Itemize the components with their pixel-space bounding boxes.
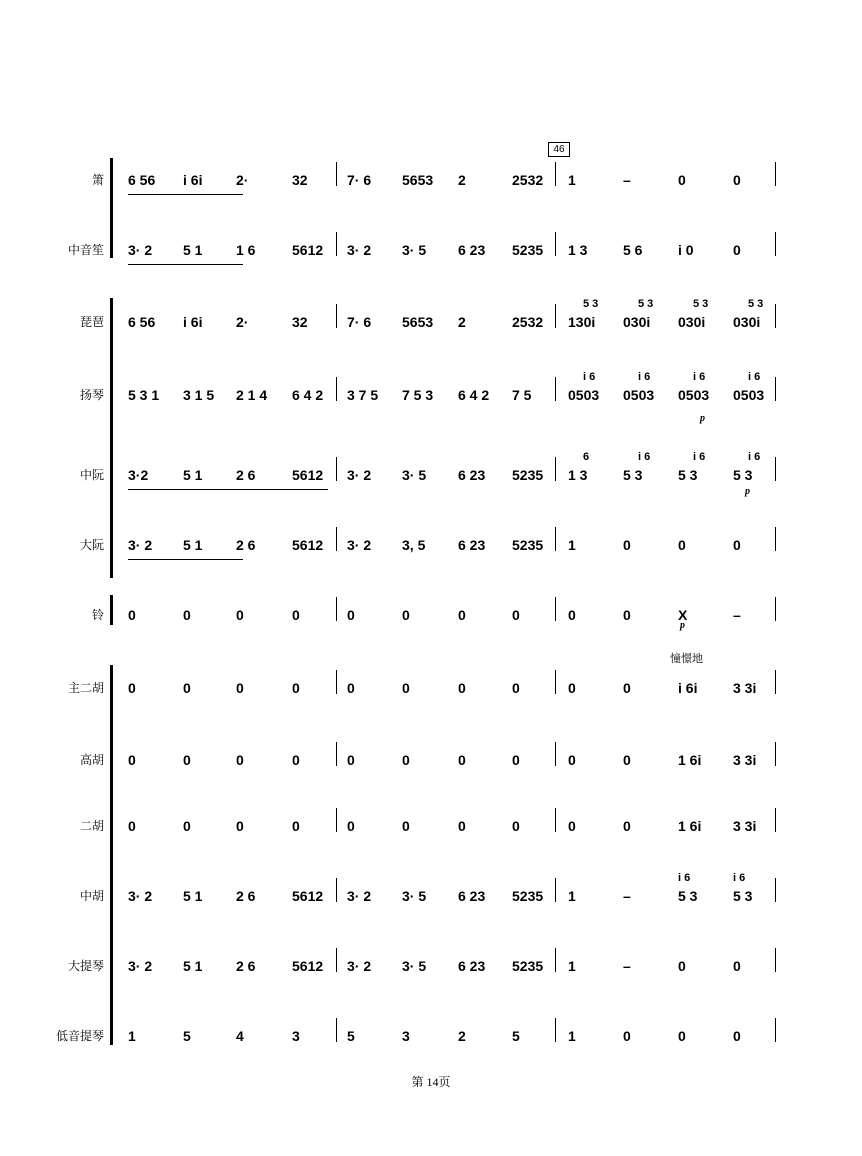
note-group: 0	[568, 752, 576, 768]
barline	[775, 457, 776, 481]
note-group: 5 6	[623, 242, 643, 258]
note-group: 5235	[512, 467, 544, 483]
barline	[775, 304, 776, 328]
note-group: 3· 2	[347, 958, 372, 974]
note-group: i 6i	[678, 680, 698, 696]
instrument-label: 低音提琴	[55, 1029, 104, 1043]
note-group: i 0	[678, 242, 694, 258]
note-group: 2 6	[236, 888, 256, 904]
note-group: 5612	[292, 467, 324, 483]
instrument-label: 琵琶	[79, 315, 104, 329]
barline	[555, 670, 556, 694]
barline	[336, 457, 337, 481]
barline	[555, 162, 556, 186]
barline	[555, 948, 556, 972]
note-group: 5653	[402, 314, 434, 330]
staff-row	[0, 451, 862, 495]
barline	[775, 670, 776, 694]
staff-row	[0, 230, 862, 270]
staff-row	[0, 160, 862, 200]
note-group: 3· 2	[347, 537, 372, 553]
note-group: 2·	[236, 314, 249, 330]
upper-note: i 6	[693, 451, 706, 463]
note-group: 3· 2	[347, 888, 372, 904]
note-group: 0	[733, 242, 741, 258]
note-group: 5 3	[733, 467, 753, 483]
instrument-label: 箫	[91, 173, 104, 187]
note-group: 3, 5	[402, 537, 426, 553]
dynamic-mark: p	[700, 413, 705, 424]
note-group: 7 5	[512, 387, 532, 403]
barline	[336, 742, 337, 766]
note-group: 5 3	[678, 467, 698, 483]
note-group: 0	[623, 818, 631, 834]
note-group: 7· 6	[347, 314, 372, 330]
instrument-label: 中音笙	[67, 243, 104, 257]
note-group: 1	[128, 1028, 136, 1044]
note-group: 7 5 3	[402, 387, 434, 403]
tremolo-line	[128, 559, 243, 560]
tremolo-line	[128, 489, 328, 490]
note-group: 0	[402, 818, 410, 834]
note-group: 5612	[292, 242, 324, 258]
barline	[336, 597, 337, 621]
note-group: 5 1	[183, 242, 203, 258]
note-group: 1 3	[568, 467, 588, 483]
note-group: 2	[458, 1028, 466, 1044]
staff-row	[0, 371, 862, 415]
note-group: 0	[183, 752, 191, 768]
note-group: 0	[236, 680, 244, 696]
upper-note: 5 3	[638, 298, 654, 310]
note-group: 2	[458, 314, 466, 330]
upper-note: 6	[583, 451, 590, 463]
note-group: 3	[292, 1028, 300, 1044]
note-group: 5	[512, 1028, 520, 1044]
barline	[555, 597, 556, 621]
rehearsal-mark: 46	[548, 142, 570, 157]
instrument-label: 铃	[91, 608, 104, 622]
barline	[336, 948, 337, 972]
note-group: 5235	[512, 958, 544, 974]
note-group: 5	[183, 1028, 191, 1044]
note-group: 6 4 2	[458, 387, 490, 403]
note-group: 5 3	[623, 467, 643, 483]
upper-note: i 6	[583, 371, 596, 383]
note-group: 1 6i	[678, 752, 702, 768]
note-group: 3· 2	[347, 467, 372, 483]
note-group: –	[623, 888, 631, 904]
note-group: 0	[347, 607, 355, 623]
note-group: 0	[236, 818, 244, 834]
note-group: X	[678, 607, 688, 623]
note-group: 0	[678, 958, 686, 974]
barline	[555, 377, 556, 401]
note-group: 2532	[512, 172, 544, 188]
instrument-label: 中阮	[79, 468, 104, 482]
note-group: 5612	[292, 958, 324, 974]
note-group: 4	[236, 1028, 244, 1044]
barline	[336, 304, 337, 328]
note-group: 3 1 5	[183, 387, 215, 403]
staff-row	[0, 872, 862, 916]
note-group: 3· 2	[128, 888, 153, 904]
note-group: 2 6	[236, 467, 256, 483]
barline	[775, 232, 776, 256]
note-group: 0	[678, 537, 686, 553]
note-group: 0503	[678, 387, 710, 403]
note-group: 5235	[512, 537, 544, 553]
upper-note: i 6	[693, 371, 706, 383]
note-group: 2	[458, 172, 466, 188]
note-group: i 6i	[183, 172, 203, 188]
staff-row	[0, 595, 862, 635]
note-group: 5235	[512, 242, 544, 258]
upper-note: i 6	[748, 451, 761, 463]
note-group: 0	[568, 607, 576, 623]
barline	[336, 377, 337, 401]
upper-note: i 6	[748, 371, 761, 383]
note-group: 6 56	[128, 172, 156, 188]
note-group: 6 23	[458, 242, 486, 258]
note-group: 1	[568, 1028, 576, 1044]
instrument-label: 高胡	[79, 753, 104, 767]
instrument-label: 二胡	[79, 819, 104, 833]
barline	[555, 1018, 556, 1042]
instrument-label: 主二胡	[67, 681, 104, 695]
note-group: 0	[458, 752, 466, 768]
note-group: 0	[512, 680, 520, 696]
note-group: 0	[623, 752, 631, 768]
note-group: 0	[733, 172, 741, 188]
note-group: 0	[458, 680, 466, 696]
note-group: 32	[292, 172, 308, 188]
note-group: 0	[623, 537, 631, 553]
note-group: 0	[292, 752, 300, 768]
dynamic-mark: p	[680, 620, 685, 631]
staff-row	[0, 525, 862, 565]
note-group: 7· 6	[347, 172, 372, 188]
note-group: 0	[128, 752, 136, 768]
note-group: 030i	[623, 314, 651, 330]
note-group: 1 6i	[678, 818, 702, 834]
barline	[336, 1018, 337, 1042]
instrument-label: 扬琴	[79, 388, 104, 402]
note-group: 0	[733, 1028, 741, 1044]
note-group: 0	[347, 752, 355, 768]
barline	[775, 597, 776, 621]
upper-note: 5 3	[693, 298, 709, 310]
note-group: 5 3	[678, 888, 698, 904]
note-group: 0	[568, 818, 576, 834]
note-group: 6 4 2	[292, 387, 324, 403]
note-group: 5 1	[183, 537, 203, 553]
note-group: 3· 5	[402, 958, 427, 974]
note-group: 0	[128, 680, 136, 696]
upper-note: i 6	[638, 451, 651, 463]
note-group: 1	[568, 172, 576, 188]
note-group: 3· 5	[402, 242, 427, 258]
note-group: 1	[568, 888, 576, 904]
note-group: 0503	[623, 387, 655, 403]
note-group: 2 6	[236, 958, 256, 974]
note-group: 0	[623, 607, 631, 623]
staff-row	[0, 740, 862, 780]
barline	[555, 808, 556, 832]
note-group: 6 23	[458, 888, 486, 904]
barline	[775, 527, 776, 551]
note-group: 6 23	[458, 958, 486, 974]
note-group: 6 23	[458, 467, 486, 483]
note-group: –	[623, 958, 631, 974]
note-group: 0	[128, 818, 136, 834]
dynamic-mark: p	[745, 486, 750, 497]
barline	[775, 377, 776, 401]
note-group: 0	[183, 607, 191, 623]
tremolo-line	[128, 194, 243, 195]
upper-note: i 6	[638, 371, 651, 383]
barline	[555, 304, 556, 328]
note-group: –	[623, 172, 631, 188]
note-group: 5 1	[183, 958, 203, 974]
note-group: 030i	[678, 314, 706, 330]
note-group: 0	[512, 752, 520, 768]
note-group: –	[733, 607, 741, 623]
note-group: 5	[347, 1028, 355, 1044]
note-group: 5653	[402, 172, 434, 188]
barline	[775, 878, 776, 902]
barline	[555, 527, 556, 551]
staff-row	[0, 298, 862, 342]
note-group: 0	[292, 607, 300, 623]
note-group: 3· 5	[402, 467, 427, 483]
note-group: 0	[183, 680, 191, 696]
note-group: 6 23	[458, 537, 486, 553]
barline	[555, 878, 556, 902]
note-group: 0	[292, 818, 300, 834]
barline	[775, 948, 776, 972]
note-group: 0	[568, 680, 576, 696]
note-group: 0	[402, 680, 410, 696]
note-group: 0	[347, 680, 355, 696]
note-group: 6 56	[128, 314, 156, 330]
note-group: 0	[402, 752, 410, 768]
barline	[336, 878, 337, 902]
note-group: 3·2	[128, 467, 149, 483]
note-group: 3· 2	[128, 242, 153, 258]
upper-note: 5 3	[583, 298, 599, 310]
note-group: 3 3i	[733, 818, 757, 834]
note-group: 0	[678, 1028, 686, 1044]
bracket-strings	[110, 665, 113, 1045]
upper-note: 5 3	[748, 298, 764, 310]
note-group: 2·	[236, 172, 249, 188]
instrument-label: 大提琴	[67, 959, 104, 973]
note-group: 1	[568, 537, 576, 553]
note-group: 0	[402, 607, 410, 623]
note-group: 1 6	[236, 242, 256, 258]
note-group: 030i	[733, 314, 761, 330]
barline	[336, 808, 337, 832]
note-group: 0	[623, 680, 631, 696]
note-group: 130i	[568, 314, 596, 330]
note-group: 5235	[512, 888, 544, 904]
barline	[555, 742, 556, 766]
note-group: 0	[623, 1028, 631, 1044]
barline	[555, 457, 556, 481]
note-group: 3· 2	[347, 242, 372, 258]
note-group: 0503	[733, 387, 765, 403]
upper-note: i 6	[678, 872, 691, 884]
barline	[336, 232, 337, 256]
note-group: 0	[347, 818, 355, 834]
barline	[336, 670, 337, 694]
note-group: 0	[733, 958, 741, 974]
note-group: 2532	[512, 314, 544, 330]
instrument-label: 大阮	[79, 538, 104, 552]
expression-mark: 憧憬地	[670, 652, 703, 665]
note-group: 3· 2	[128, 537, 153, 553]
note-group: 0	[512, 818, 520, 834]
note-group: 3	[402, 1028, 410, 1044]
note-group: 2 6	[236, 537, 256, 553]
note-group: 0	[733, 537, 741, 553]
note-group: 3 3i	[733, 680, 757, 696]
note-group: 2 1 4	[236, 387, 268, 403]
barline	[775, 808, 776, 832]
staff-row	[0, 806, 862, 846]
staff-row	[0, 946, 862, 986]
note-group: 3· 5	[402, 888, 427, 904]
note-group: 1 3	[568, 242, 588, 258]
note-group: 5 3 1	[128, 387, 160, 403]
instrument-label: 中胡	[79, 889, 104, 903]
note-group: 3 7 5	[347, 387, 379, 403]
note-group: 0	[292, 680, 300, 696]
page-number: 第 14页	[411, 1075, 451, 1089]
note-group: 0	[678, 172, 686, 188]
note-group: 3 3i	[733, 752, 757, 768]
upper-note: i 6	[733, 872, 746, 884]
staff-row	[0, 1016, 862, 1056]
note-group: 0	[236, 752, 244, 768]
barline	[555, 232, 556, 256]
barline	[775, 742, 776, 766]
note-group: 5612	[292, 537, 324, 553]
barline	[775, 162, 776, 186]
note-group: 0503	[568, 387, 600, 403]
note-group: 0	[236, 607, 244, 623]
note-group: 5 3	[733, 888, 753, 904]
staff-row	[0, 668, 862, 708]
note-group: 5 1	[183, 888, 203, 904]
tremolo-line	[128, 264, 243, 265]
barline	[775, 1018, 776, 1042]
note-group: 0	[458, 818, 466, 834]
note-group: 5612	[292, 888, 324, 904]
note-group: 0	[183, 818, 191, 834]
note-group: 32	[292, 314, 308, 330]
note-group: 0	[458, 607, 466, 623]
note-group: 1	[568, 958, 576, 974]
barline	[336, 162, 337, 186]
note-group: 0	[512, 607, 520, 623]
note-group: i 6i	[183, 314, 203, 330]
barline	[336, 527, 337, 551]
note-group: 3· 2	[128, 958, 153, 974]
note-group: 5 1	[183, 467, 203, 483]
note-group: 0	[128, 607, 136, 623]
